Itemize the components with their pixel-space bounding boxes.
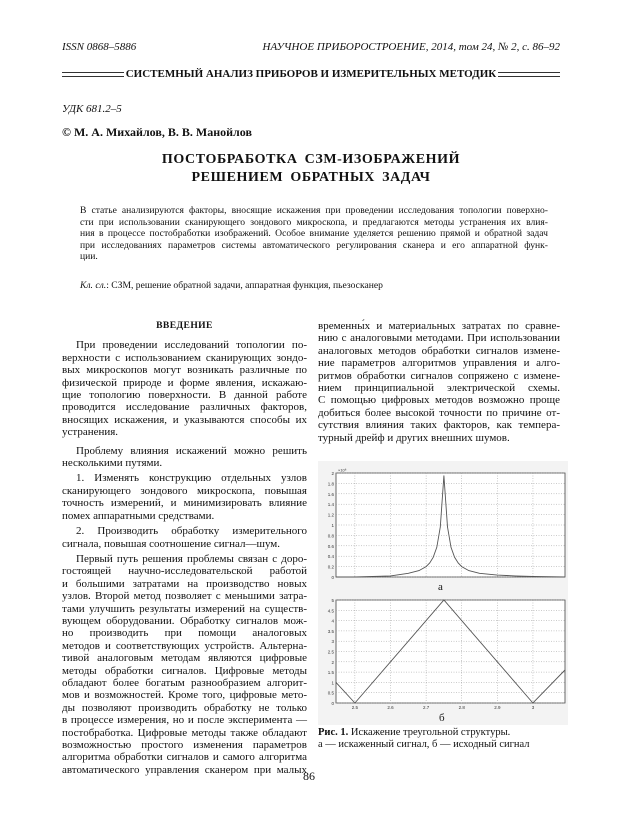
text-line: тами улучшить результаты измерений на существ- — [62, 602, 307, 615]
journal-reference: НАУЧНОЕ ПРИБОРОСТРОЕНИЕ, 2014, том 24, № 2, с. 86–92 — [262, 41, 560, 53]
paragraph — [62, 339, 307, 438]
text-line: методы обработки сигналов. Цифровые методы — [62, 664, 307, 677]
y-tick-label: 1.2 — [327, 512, 334, 518]
abstract-line: ции. — [80, 251, 98, 262]
y-tick-label: 0.4 — [327, 554, 334, 560]
data-point — [565, 577, 566, 578]
caption-label: Рис. 1. — [318, 727, 349, 738]
text-line: сигнала, повышая соотношение сигнал—шум. — [62, 537, 281, 550]
y-tick-label: 2 — [331, 471, 334, 476]
data-point — [469, 570, 470, 571]
y-tick-label: 2.5 — [327, 649, 334, 655]
text-line: и большими затратами на производство новых — [62, 577, 307, 590]
text-line: временны́х и материальных затратах по сравне- — [318, 320, 560, 332]
data-point — [355, 577, 356, 578]
text-line: ние параметров алгоритмов управления и алго- — [318, 357, 560, 370]
data-point — [458, 563, 459, 564]
x-tick-label: 2.5 — [351, 705, 359, 710]
data-point — [454, 557, 455, 558]
text-line: вующем оборудовании. Обработку сигналов мож- — [62, 614, 307, 627]
introduction-heading: ВВЕДЕНИЕ — [156, 320, 213, 331]
data-point — [533, 576, 534, 577]
page-number: 86 — [303, 769, 315, 783]
text-line: узлов. Второй метод позволяет с меньшими затра- — [62, 590, 307, 603]
section-title: СИСТЕМНЫЙ АНАЛИЗ ПРИБОРОВ И ИЗМЕРИТЕЛЬНЫХ МЕТОДИК — [125, 68, 497, 80]
keywords-label: Кл. сл. — [80, 280, 107, 291]
text-line: 2. Производить обработку измерительного — [76, 525, 307, 538]
paragraph — [62, 445, 307, 470]
text-line: помех аппаратными средствами. — [62, 509, 215, 522]
text-line: несколькими путями. — [62, 457, 163, 470]
text-line: турный дрейф и других внешних шумов. — [318, 431, 510, 444]
text-line: постобработка. Цифровые методы также обладают — [62, 726, 307, 739]
x-tick-label: 3 — [531, 705, 535, 710]
text-line: аналоговых методов обработки сигналов измене- — [318, 344, 560, 357]
text-line: вносящих искажения, и указываются способы их — [62, 413, 307, 426]
text-line: При проведении исследований топологии по- — [76, 339, 307, 352]
y-tick-label: 4 — [331, 618, 334, 624]
section-heading — [62, 67, 560, 81]
section-rule-left — [62, 72, 124, 77]
data-point — [355, 703, 356, 704]
paragraph — [62, 553, 307, 776]
y-tick-label: 1.4 — [327, 502, 334, 508]
text-line: тивой аналоговым методам являются цифровые — [62, 652, 307, 665]
data-point — [429, 563, 430, 564]
y-multiplier-label: ×10⁸ — [338, 467, 347, 473]
data-point — [479, 573, 480, 574]
text-line: 1. Изменять конструкцию отдельных узлов — [76, 472, 307, 485]
paragraph — [318, 320, 560, 444]
data-point — [336, 682, 337, 683]
y-tick-label: 5 — [331, 598, 334, 603]
text-line: автоматического управления сканером при малых — [62, 763, 307, 776]
data-point — [444, 600, 445, 601]
text-line: в процессе измерения, но и после эксперимента — — [62, 714, 307, 727]
data-point — [433, 557, 434, 558]
text-line: проводится исследование различных факторов, — [62, 401, 307, 414]
text-line: сканирующего зондового микроскопа, повышая — [62, 484, 307, 497]
paragraph — [62, 525, 307, 550]
article-title — [62, 151, 560, 187]
y-tick-label: 0.5 — [327, 690, 334, 696]
y-tick-label: 1.6 — [327, 491, 334, 497]
text-line: физической природе и форме явления, искажаю- — [62, 376, 307, 389]
y-tick-label: 0.2 — [327, 564, 334, 570]
abstract-line: В статье анализируются факторы, вносящие искажения при проведении исследования топологии поверхно- — [80, 205, 548, 216]
data-point — [444, 475, 445, 476]
y-tick-label: 1.8 — [327, 481, 334, 487]
data-point — [390, 576, 391, 577]
text-line: методов и соответствующих устройств. Альтерна- — [62, 639, 307, 652]
text-line: точность измерений, и минимизировать влияние — [62, 497, 307, 510]
text-line: щие топологию поверхности. В данной работе — [62, 389, 307, 402]
text-line: алгоритма обработки сигналов и самого алгоритма — [62, 751, 307, 764]
data-point — [451, 547, 452, 548]
figure-sublabel-a: а — [438, 581, 443, 593]
right-body — [318, 320, 560, 444]
data-point — [440, 527, 441, 528]
text-line: обладают более богатым разнообразием алгорит- — [62, 676, 307, 689]
data-point — [533, 703, 534, 704]
text-line: верхности с использованием сканирующих зондо- — [62, 351, 307, 364]
chart-a — [318, 462, 568, 580]
abstract-line: ния в процессе постобработки изображений. Особое внимание уделяется решению прямой и обратной задач — [80, 228, 548, 239]
text-line: С помощью цифровых методов возможно проще — [318, 394, 560, 407]
text-line: нием принципиальной электрической схемы. — [318, 382, 560, 395]
abstract — [80, 205, 548, 263]
y-tick-label: 0.6 — [327, 543, 334, 549]
data-point — [426, 566, 427, 567]
x-tick-label: 2.8 — [458, 705, 465, 710]
text-line: нию с аналоговыми методами. При использовании — [318, 332, 560, 345]
issn: ISSN 0868–5886 — [62, 41, 137, 53]
section-rule-right — [498, 72, 560, 77]
y-tick-label: 0.8 — [327, 533, 334, 539]
y-tick-label: 0 — [331, 575, 334, 580]
plot-area — [336, 600, 565, 703]
data-point — [497, 575, 498, 576]
text-line: Первый путь решения проблемы связан с доро- — [76, 552, 307, 565]
title-line: РЕШЕНИЕМ ОБРАТНЫХ ЗАДАЧ — [191, 170, 431, 185]
text-line: но производить при помощи аналоговых — [62, 627, 307, 640]
left-body — [62, 339, 307, 776]
chart-b — [318, 595, 568, 711]
authors: © М. А. Михайлов, В. В. Манойлов — [62, 125, 252, 139]
keywords — [80, 280, 383, 291]
text-line: возможностью простого изменения параметров — [62, 739, 307, 751]
data-point — [372, 576, 373, 577]
data-point — [565, 670, 566, 671]
left-column — [62, 320, 307, 779]
keywords-text: : СЗМ, решение обратной задачи, аппаратная функция, пьезосканер — [106, 280, 383, 291]
text-line: вых микроскопов могут возникать различные по — [62, 364, 307, 377]
udk-code: УДК 681.2–5 — [62, 103, 122, 115]
data-point — [515, 576, 516, 577]
paragraph — [62, 472, 307, 522]
figure-caption — [318, 727, 530, 751]
title-line: ПОСТОБРАБОТКА СЗМ-ИЗОБРАЖЕНИЙ — [161, 152, 461, 167]
text-line: Проблему влияния искажений можно решить — [76, 444, 307, 457]
x-tick-label: 2.6 — [387, 705, 394, 710]
data-point — [436, 547, 437, 548]
text-line: устранения. — [62, 426, 119, 439]
y-tick-label: 3.5 — [327, 628, 334, 634]
y-tick-label: 1.5 — [327, 670, 334, 676]
text-line: гостоящей научно-исследовательской работой — [62, 565, 307, 578]
data-point — [447, 527, 448, 528]
y-tick-label: 3 — [331, 639, 334, 645]
y-tick-label: 2 — [331, 659, 334, 665]
abstract-line: сти при использовании сканирующего зондового микроскопа, и предлагаются методы устранения их влия- — [80, 216, 548, 228]
text-line: ды позволяют производить обработку не только — [62, 701, 307, 714]
y-tick-label: 4.5 — [327, 608, 334, 614]
data-point — [408, 573, 409, 574]
text-line: добиться более высокой точности по причине от- — [318, 406, 560, 419]
y-tick-label: 0 — [331, 701, 334, 706]
x-tick-label: 2.9 — [494, 705, 501, 710]
plot-area — [336, 473, 565, 577]
text-line: мов и возможностей. Кроме того, цифровые мето- — [62, 689, 307, 702]
data-point — [336, 577, 337, 578]
figure-sublabel-b: б — [439, 712, 445, 724]
text-line: сутствия влияния таких факторов, как темпера- — [318, 419, 560, 432]
y-tick-label: 1 — [331, 523, 334, 528]
right-column — [318, 320, 560, 447]
x-tick-label: 2.7 — [422, 705, 430, 710]
caption-legend: а — искаженный сигнал, б — исходный сигнал — [318, 739, 530, 750]
abstract-line: при исследованиях параметров системы автоматического регулирования сканера и его аппаратной функ- — [80, 239, 548, 251]
text-line: ритмов обработки сигналов сопряжено с измене- — [318, 369, 560, 382]
caption-title: Искажение треугольной структуры. — [348, 727, 511, 738]
data-point — [461, 566, 462, 567]
data-point — [419, 570, 420, 571]
y-tick-label: 1 — [331, 680, 334, 686]
